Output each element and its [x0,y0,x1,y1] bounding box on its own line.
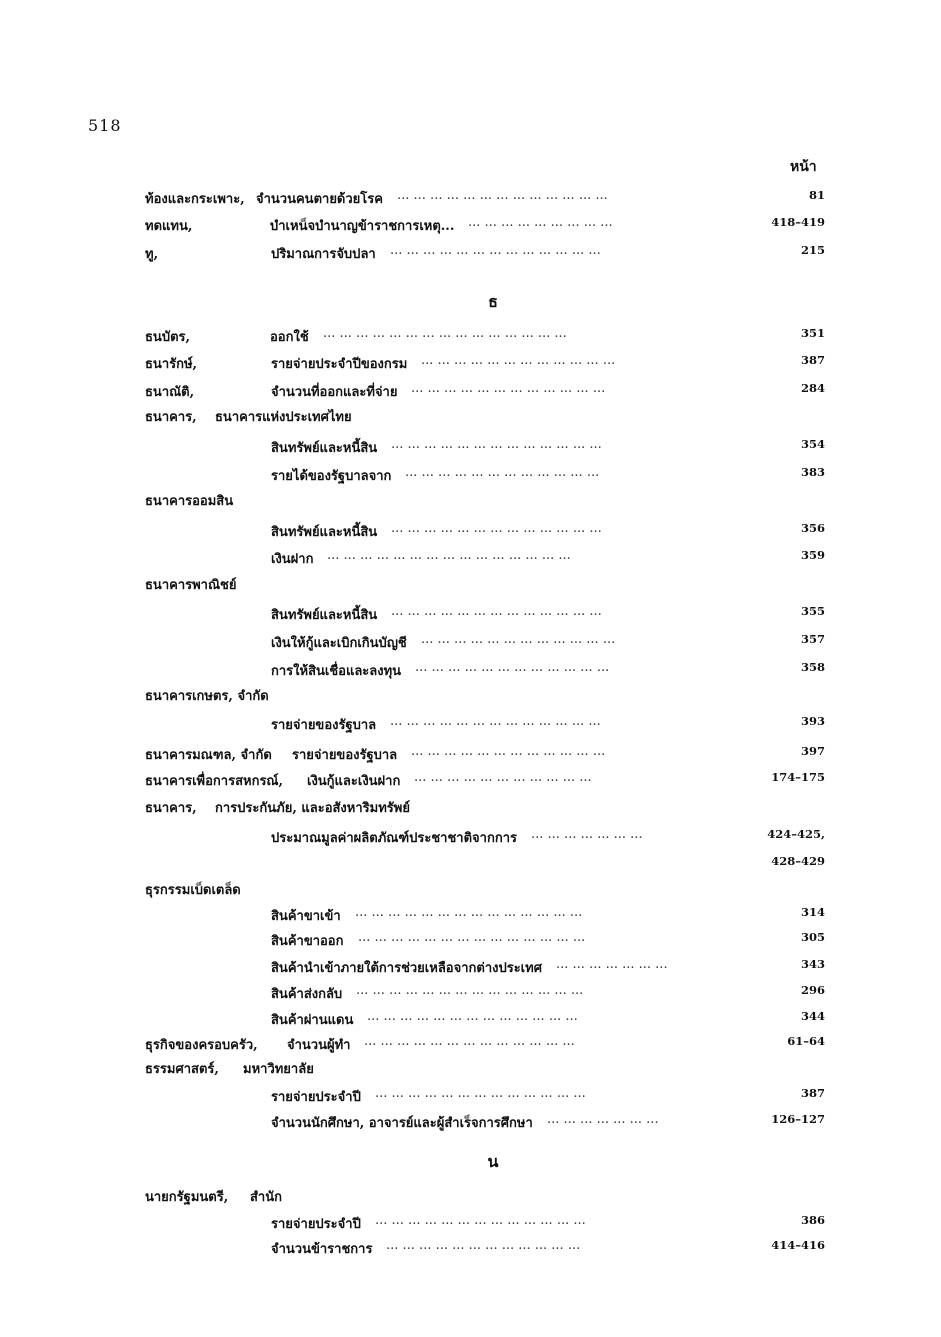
leader-dots: ... ... ... ... ... ... ... ... ... ... ... ... ... ... ... [323,326,567,341]
entry-heading: ธุรกิจของครอบครัว, [145,1038,258,1053]
entry-subheading: รายจ่ายของรัฐบาล [271,718,377,733]
index-entry [0,1112,941,1134]
entry-heading: ทดแทน, [145,219,193,234]
entry-heading: ธรรมศาสตร์, [145,1062,219,1077]
page-reference: 359 [800,548,825,562]
entry-heading: ธนาคารพาณิชย์ [145,578,237,593]
index-entry [0,1086,941,1108]
entry-heading: ธนาณัติ, [145,385,195,400]
leader-dots: ... ... ... ... ... ... ... ... ... ... ... ... ... ... [355,905,583,920]
page-reference: 284 [800,381,825,395]
entry-subheading: มหาวิทยาลัย [243,1062,314,1077]
leader-dots: ... ... ... ... ... ... ... ... ... ... ... ... ... [390,243,601,258]
entry-subheading: สินค้าขาออก [271,934,344,949]
index-entry [0,632,941,654]
leader-dots: ... ... ... ... ... ... ... ... ... ... ... ... [405,465,600,480]
leader-dots: ... ... ... ... ... ... ... ... ... ... ... ... [421,353,616,368]
leader-dots: ... ... ... ... ... ... ... ... ... ... ... ... ... [391,604,602,619]
leader-dots: ... ... ... ... ... ... ... ... ... ... ... ... ... ... ... [327,548,571,563]
index-entry [0,381,941,403]
leader-dots: ... ... ... ... ... ... ... [531,827,643,842]
leader-dots: ... ... ... ... ... ... ... ... ... ... ... ... ... [375,1213,586,1228]
page-reference: 343 [800,957,825,971]
page-reference: 418–419 [771,215,825,229]
leader-dots: ... ... ... ... ... ... ... ... ... ... ... ... ... [367,1009,578,1024]
index-entry [0,957,941,979]
entry-heading: ทู, [145,247,159,262]
leader-dots: ... ... ... ... ... ... ... ... ... ... ... ... ... ... [358,930,586,945]
page-reference: 81 [808,188,825,202]
leader-dots: ... ... ... ... ... ... ... ... ... ... ... ... ... [375,1086,586,1101]
entry-heading: ธนาคารเพื่อการสหกรณ์, [145,774,284,789]
leader-dots: ... ... ... ... ... ... ... ... ... ... ... ... ... [391,521,602,536]
page-reference: 174–175 [771,770,825,784]
page-number: 518 [88,116,122,135]
entry-heading: ธนบัตร, [145,330,191,345]
page-reference: 61–64 [787,1034,825,1048]
entry-subheading: สินค้าส่งกลับ [271,987,343,1002]
column-header: หน้า [790,159,817,175]
page-reference: 414–416 [771,1238,825,1252]
page-reference: 356 [800,521,825,535]
index-entry [0,744,941,766]
entry-subheading: เงินฝาก [271,552,314,567]
entry-subheading: จำนวนนักศึกษา, อาจารย์และผู้สำเร็จการศึกษา [271,1116,533,1131]
section-letter-tho: ธ [488,292,498,311]
entry-subheading: ประมาณมูลค่าผลิตภัณฑ์ประชาชาติจากการ [271,831,517,846]
page-reference: 424–425, [767,827,825,841]
leader-dots: ... ... ... ... ... ... ... ... ... ... ... ... [411,744,606,759]
entry-subheading: รายจ่ายประจำปีของกรม [271,357,408,372]
entry-subheading: สำนัก [250,1190,282,1205]
index-entry [0,905,941,927]
index-entry [0,1213,941,1235]
leader-dots: ... ... ... ... ... ... ... [547,1112,659,1127]
entry-subheading: ปริมาณการจับปลา [271,247,376,262]
index-entry [0,879,941,901]
index-entry [0,406,941,428]
entry-subheading: การให้สินเชื่อและลงทุน [271,664,402,679]
leader-dots: ... ... ... ... ... ... ... ... ... ... ... ... ... ... [356,983,584,998]
entry-subheading: จำนวนที่ออกและที่จ่าย [271,385,398,400]
index-entry [0,604,941,626]
entry-subheading: จำนวนคนตายด้วยโรค [256,192,383,207]
entry-subheading: รายได้ของรัฐบาลจาก [271,469,392,484]
index-entry [0,854,941,876]
index-entry [0,770,941,792]
leader-dots: ... ... ... ... ... ... ... ... ... ... ... ... [386,1238,581,1253]
entry-subheading: รายจ่ายของรัฐบาล [292,748,398,763]
entry-heading: นายกรัฐมนตรี, [145,1190,229,1205]
page-reference: 358 [800,660,825,674]
entry-subheading: ธนาคารแห่งประเทศไทย [215,410,352,425]
entry-subheading: จำนวนข้าราชการ [271,1242,373,1257]
entry-subheading: การประกันภัย, และอสังหาริมทรัพย์ [215,801,410,816]
leader-dots: ... ... ... ... ... ... ... ... ... ... ... ... ... [391,437,602,452]
index-entry [0,827,941,849]
index-entry [0,714,941,736]
entry-subheading: เงินกู้และเงินฝาก [307,774,401,789]
index-entry [0,548,941,570]
leader-dots: ... ... ... ... ... ... ... ... ... ... ... ... ... [364,1034,575,1049]
page-reference: 428–429 [771,854,825,868]
entry-subheading: บำเหน็จบำนาญข้าราชการเหตุ... [270,219,455,234]
entry-subheading: เงินให้กู้และเบิกเกินบัญชี [271,636,407,651]
page-reference: 383 [800,465,825,479]
entry-heading: ธนาคารเกษตร, จำกัด [145,689,269,704]
page-reference: 393 [800,714,825,728]
entry-subheading: สินค้าผ่านแดน [271,1013,354,1028]
entry-subheading: สินค้าขาเข้า [271,909,341,924]
page-reference: 314 [800,905,825,919]
index-entry [0,574,941,596]
entry-subheading: รายจ่ายประจำปี [271,1217,361,1232]
entry-heading: ธุรกรรมเบ็ดเตล็ด [145,883,241,898]
leader-dots: ... ... ... ... ... ... ... ... ... ... ... ... ... [390,714,601,729]
index-entry [0,1058,941,1080]
leader-dots: ... ... ... ... ... ... ... ... ... [468,215,613,230]
page-reference: 126–127 [771,1112,825,1126]
entry-subheading: สินค้านำเข้าภายใต้การช่วยเหลือจากต่างประเทศ [271,961,542,976]
entry-subheading: สินทรัพย์และหนี้สิน [271,608,378,623]
page-reference: 387 [800,353,825,367]
section-letter-no: น [487,1152,499,1171]
index-entry [0,660,941,682]
entry-heading: ธนาคารมณฑล, จำกัด [145,748,272,763]
index-entry [0,353,941,375]
index-entry [0,797,941,819]
entry-subheading: ออกใช้ [270,330,309,345]
page-reference: 344 [800,1009,825,1023]
entry-heading: ธนาคารออมสิน [145,494,234,509]
index-entry [0,243,941,265]
index-entry [0,188,941,210]
index-entry [0,1009,941,1031]
page-reference: 386 [800,1213,825,1227]
index-entry [0,490,941,512]
index-entry [0,1034,941,1056]
index-entry [0,215,941,237]
index-entry [0,930,941,952]
index-entry [0,685,941,707]
entry-heading: ท้องและกระเพาะ, [145,192,245,207]
index-entry [0,1186,941,1208]
page-reference: 351 [800,326,825,340]
index-entry [0,1238,941,1260]
leader-dots: ... ... ... ... ... ... ... [556,957,668,972]
page-reference: 305 [800,930,825,944]
leader-dots: ... ... ... ... ... ... ... ... ... ... ... [414,770,592,785]
entry-heading: ธนาคาร, [145,801,197,816]
leader-dots: ... ... ... ... ... ... ... ... ... ... ... ... ... [397,188,608,203]
page-reference: 397 [800,744,825,758]
entry-subheading: จำนวนผู้ทำ [287,1038,351,1053]
page-reference: 387 [800,1086,825,1100]
index-entry [0,326,941,348]
index-entry [0,437,941,459]
page-reference: 355 [800,604,825,618]
entry-subheading: สินทรัพย์และหนี้สิน [271,441,378,456]
entry-heading: ธนาคาร, [145,410,197,425]
index-entry [0,983,941,1005]
page-reference: 215 [800,243,825,257]
leader-dots: ... ... ... ... ... ... ... ... ... ... ... ... [411,381,606,396]
entry-subheading: สินทรัพย์และหนี้สิน [271,525,378,540]
page-reference: 296 [800,983,825,997]
page-reference: 354 [800,437,825,451]
leader-dots: ... ... ... ... ... ... ... ... ... ... ... ... [421,632,616,647]
index-entry [0,465,941,487]
leader-dots: ... ... ... ... ... ... ... ... ... ... ... ... [415,660,610,675]
index-entry [0,521,941,543]
page-reference: 357 [800,632,825,646]
entry-heading: ธนารักษ์, [145,357,198,372]
entry-subheading: รายจ่ายประจำปี [271,1090,361,1105]
